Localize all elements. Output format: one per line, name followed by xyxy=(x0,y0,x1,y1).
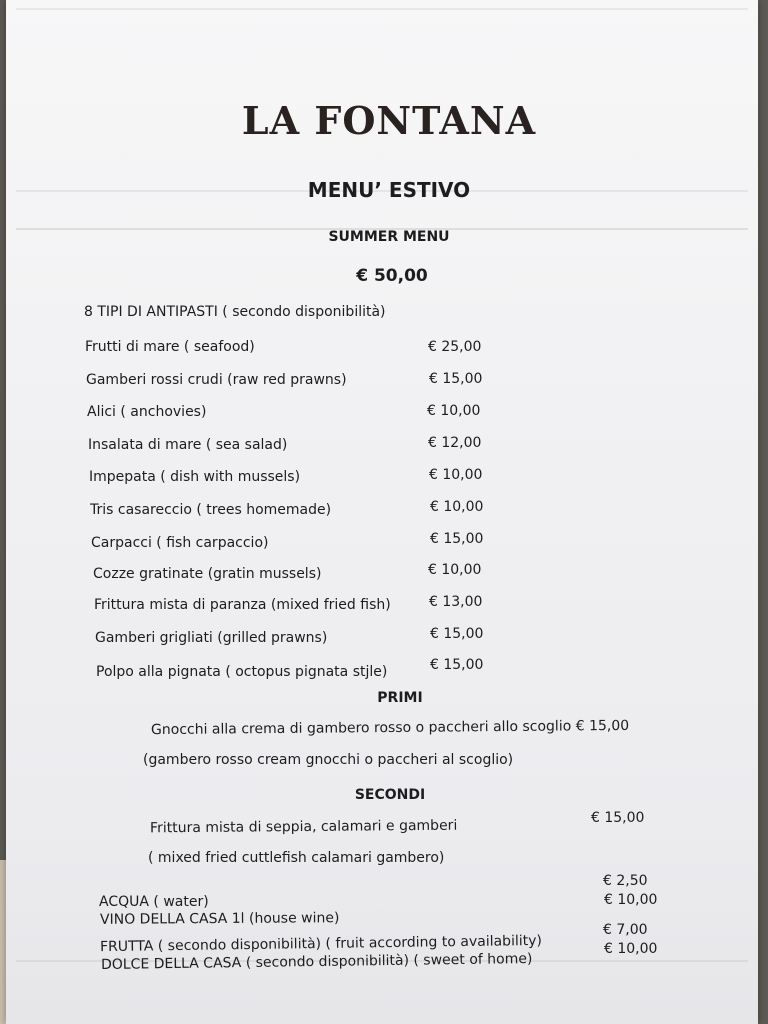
menu-item-price: € 12,00 xyxy=(428,435,482,451)
menu-item: Gamberi rossi crudi (raw red prawns) xyxy=(86,372,347,388)
menu-title-english: SUMMER MENU xyxy=(328,229,450,245)
menu-item-price: € 15,00 xyxy=(429,371,483,387)
primi-dish-english: (gambero rosso cream gnocchi o paccheri al scoglio) xyxy=(143,752,514,768)
primi-dish: Gnocchi alla crema di gambero rosso o paccheri allo scoglio € 15,00 xyxy=(150,717,630,739)
menu-item-price: € 15,00 xyxy=(430,657,484,673)
menu-item: Gamberi grigliati (grilled prawns) xyxy=(95,630,328,646)
menu-item: Cozze gratinate (gratin mussels) xyxy=(93,566,322,582)
menu-item: Polpo alla pignata ( octopus pignata stjle) xyxy=(96,664,388,680)
menu-item-price: € 10,00 xyxy=(427,403,481,419)
menu-item: Frittura mista di paranza (mixed fried fish) xyxy=(94,597,391,613)
secondi-dish-english: ( mixed fried cuttlefish calamari gambero) xyxy=(148,850,445,866)
secondi-dish: Frittura mista di seppia, calamari e gamberi xyxy=(149,817,458,837)
drink-item: VINO DELLA CASA 1l (house wine) xyxy=(99,910,340,928)
dessert-item: FRUTTA ( secondo disponibilità) ( fruit according to availability) xyxy=(99,932,543,956)
drink-price: € 10,00 xyxy=(604,892,658,908)
drink-price: € 2,50 xyxy=(603,873,648,889)
menu-item-price: € 13,00 xyxy=(429,594,483,610)
restaurant-name: LA FONTANA xyxy=(241,98,537,143)
antipasti-header: 8 TIPI DI ANTIPASTI ( secondo disponibilità) xyxy=(84,304,386,320)
menu-item-price: € 15,00 xyxy=(430,531,484,547)
menu-item: Frutti di mare ( seafood) xyxy=(85,339,255,355)
fixed-menu-price: € 50,00 xyxy=(356,266,428,286)
menu-item: Carpacci ( fish carpaccio) xyxy=(91,535,269,551)
drink-item: ACQUA ( water) xyxy=(99,894,209,910)
menu-item: Impepata ( dish with mussels) xyxy=(89,469,301,485)
menu-item-price: € 10,00 xyxy=(429,467,483,483)
menu-item-price: € 25,00 xyxy=(428,339,482,355)
menu-title: MENU’ ESTIVO xyxy=(307,178,471,202)
menu-item-price: € 10,00 xyxy=(430,499,484,515)
secondi-header: SECONDI xyxy=(354,787,426,803)
menu-item: Insalata di mare ( sea salad) xyxy=(88,437,288,453)
paper-fold xyxy=(16,8,748,10)
menu-item: Tris casareccio ( trees homemade) xyxy=(90,502,332,518)
menu-item-price: € 15,00 xyxy=(430,626,484,642)
primi-header: PRIMI xyxy=(377,690,423,706)
dessert-price: € 7,00 xyxy=(603,922,648,938)
secondi-price: € 15,00 xyxy=(591,810,645,826)
dessert-price: € 10,00 xyxy=(604,941,658,957)
dessert-item: DOLCE DELLA CASA ( secondo disponibilità) ( sweet of home) xyxy=(100,950,533,974)
menu-item-price: € 10,00 xyxy=(428,562,482,578)
menu-item: Alici ( anchovies) xyxy=(87,404,207,420)
